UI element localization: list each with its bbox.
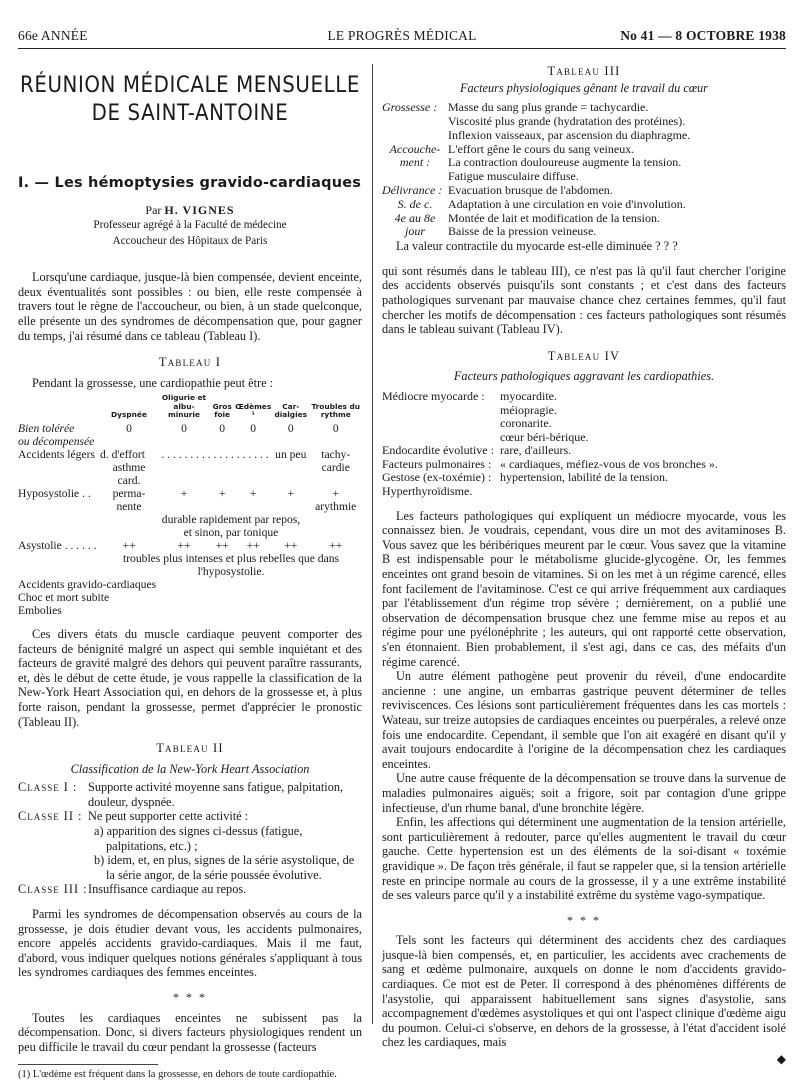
paragraph: Une autre cause fréquente de la décompensation se trouve dans la survenue de maladies pulmonaires aiguës; soit a frigore, soit par contagion d'une grippe infectieuse, d'un rhume banal, d'une bronchite légère.: [382, 771, 786, 815]
table-1-header: Œdèmes ¹: [235, 401, 272, 419]
table-3-value: Viscosité plus grande (hydratation des protéines).: [448, 113, 686, 128]
table-4-value: coronarite.: [500, 416, 552, 431]
table-3-key: 4e au 8e: [394, 210, 436, 225]
table-1-cell: +: [218, 486, 226, 500]
running-header: [18, 28, 786, 48]
table-1-cell: 0: [287, 421, 294, 435]
table-3-value: Montée de lait et modification de la tension.: [448, 210, 660, 225]
section-break-asterisks: * * *: [173, 990, 207, 1005]
table-1-cell: card.: [117, 473, 141, 487]
table-1-cell: 0: [181, 421, 187, 435]
table-1-cell: ++: [284, 538, 298, 552]
class-description: Ne peut supporter cette activité :: [88, 809, 249, 824]
table-1-cell: ++: [329, 538, 343, 552]
footnote: (1) L'œdème est fréquent dans la grossesse, en dehors de toute cardiopathie.: [18, 1069, 337, 1081]
table-1-extra: Accidents gravido-cardiaques: [18, 577, 157, 591]
table-1-row-label: Accidents légers: [18, 447, 95, 461]
table-4-value: [500, 485, 786, 499]
table-3-value: L'effort gêne le cours du sang veineux.: [448, 141, 635, 156]
table-1-header-row: [18, 394, 362, 422]
column-divider: [372, 64, 373, 1024]
end-diamond-icon: ◆: [776, 1052, 786, 1067]
table-3-last-line: La valeur contractile du myocarde est-elle diminuée ? ? ?: [396, 239, 678, 254]
table-4-key: Gestose (ex-toxémie) :: [382, 470, 492, 485]
table-3-value: Inflexion vaisseaux, par ascension du diaphragme.: [448, 127, 691, 142]
class-subitem: b) idem, et, en plus, signes de la série asystolique, de la série angor, de la série poussée évolutive.: [94, 853, 355, 882]
table-3-value: Baisse de la pression veineuse.: [448, 224, 597, 239]
table-3-key: Délivrance :: [382, 182, 443, 197]
table-1-header: Dyspnée: [111, 409, 147, 419]
table-1-header: Oligurie et albu-minurie: [161, 393, 207, 419]
table-1-extra: Choc et mort subite: [18, 590, 110, 604]
class-description: Insuffisance cardiaque au repos.: [88, 882, 247, 897]
table-4-value: rare, d'ailleurs.: [500, 443, 572, 458]
paragraph: Un autre élément pathogène peut provenir du réveil, d'une endocardite ancienne : une angine, un embarras gastrique peuvent déterminer de telles reviviscences. Ces lésions sont particulièrement fréquentes dans les cas mortels : Wateau, sur treize autopsies de cardiaques enceintes ou puerpérales, a relevé onze fois une endocardite. Cependant, il semble que l'on ait exagéré en disant qu'il y avait toujours endocardite à l'origine de la décompensation chez les cardiaques enceintes.: [382, 669, 786, 771]
table-3-title: Tableau III: [547, 64, 621, 78]
table-1-row: [18, 513, 362, 526]
table-4-title: Tableau IV: [547, 348, 621, 363]
table-1-intro: Pendant la grossesse, une cardiopathie peut être :: [32, 375, 274, 390]
page-title: [18, 72, 362, 128]
table-1-row-label: Bien tolérée: [18, 421, 75, 435]
table-1-row: [18, 435, 362, 448]
table-1-cell: cardie: [321, 460, 350, 474]
table-1-cell: +: [249, 486, 257, 500]
footnote-rule: [18, 1064, 158, 1065]
author-prefix: Par: [145, 202, 162, 217]
table-1-header: Troubles du rythme: [311, 401, 361, 419]
author-affiliation-2: Accoucheur des Hôpitaux de Paris: [112, 234, 268, 247]
author-affiliation-1: Professeur agrégé à la Faculté de médecine: [93, 219, 287, 232]
table-1-row: [18, 552, 362, 565]
table-4-value: myocardite.: [500, 388, 557, 403]
table-1-header: Gros foie: [212, 401, 232, 419]
header-journal-name: LE PROGRÈS MÉDICAL: [327, 28, 477, 43]
author-name: H. VIGNES: [164, 202, 235, 217]
class-subitem: a) apparition des signes ci-dessus (fatigue, palpitations, etc.) ;: [94, 824, 303, 853]
section-break-asterisks: * * *: [567, 912, 601, 927]
table-1-cell: un peu: [275, 447, 307, 461]
table-1-row-label: Asystolie . . . . . .: [18, 538, 97, 552]
table-4-key: Médiocre myocarde :: [382, 388, 485, 403]
table-4-value: méiopragie.: [500, 402, 557, 417]
table-1-cell: +: [287, 486, 295, 500]
table-1-cell: 0: [332, 421, 339, 435]
class-label: Classe III :: [18, 882, 88, 897]
table-3-key: ment :: [399, 155, 431, 170]
title-line-1: RÉUNION MÉDICALE MENSUELLE: [20, 73, 360, 98]
table-1-title: Tableau I: [158, 355, 222, 370]
table-1-cell: +: [332, 486, 339, 500]
table-3-key: jour: [404, 224, 425, 239]
table-1-row: [18, 461, 362, 474]
table-1-row: [18, 448, 362, 461]
table-3-value: La contraction douloureuse augmente la tension.: [448, 155, 682, 170]
table-1-cell: ++: [122, 538, 136, 552]
header-rule: [18, 48, 786, 49]
table-1-note: troubles plus intenses et plus rebelles que dans: [122, 551, 340, 565]
table-1-note: durable rapidement par repos,: [161, 512, 301, 526]
table-1-cell: ++: [177, 538, 191, 552]
table-4-key: Endocardite évolutive :: [382, 443, 494, 458]
table-1-cell: tachy-: [321, 447, 351, 461]
table-1-cell: 0: [219, 421, 226, 435]
paragraph: Enfin, les affections qui déterminent une augmentation de la tension artérielle, sont particulièrement à redouter, parce qu'elles augmentent le travail du cœur gauche. Cette hypertension est un des éléments de la soi-disant « toxémie gravidique ». De façon très générale, il faut se rappeler que, si la tension artérielle reste en principe normale au cours de la grossesse, il y a une extrême instabilité de ses valeurs parce qu'il y a instabilité extrême du système vago-sympatique.: [382, 815, 786, 903]
table-4-value: « cardiaques, méfiez-vous de vos bronches ».: [500, 456, 718, 471]
table-1-cell: perma-: [112, 486, 146, 500]
paragraph: Tels sont les facteurs qui déterminent des accidents chez des cardiaques jusque-là bien compensés, et, en particulier, les accidents avec crachements de sang et œdème pulmonaire, auxquels on donne le nom d'accidents gravido-cardiaques. Ce mot est de Peter. Il correspond à des phénomènes différents de l'asystolie, qui apparaissent habituellement sans signes d'asystolie, sans accompagnement d'œdèmes asystoliques et qui ont l'aspect clinique d'œdème aigu du poumon. Celui-ci s'observe, en dehors de la grossesse, à l'état d'accident isolé chez les cardiaques, mais: [382, 933, 786, 1050]
left-column: [18, 64, 362, 1082]
table-1-row: [18, 526, 362, 539]
table-1-row: [18, 487, 362, 500]
table-3-value: Evacuation brusque de l'abdomen.: [448, 182, 613, 197]
paragraph: Parmi les syndromes de décompensation observés au cours de la grossesse, je dois étudier devant vous, les accidents pulmonaires, encore appelés accidents gravido-cardiaques. Mais il me faut, d'abord, vous indiquer quelques notions générales s'appliquant à tous les syndromes cardiaques des femmes enceintes.: [18, 907, 362, 980]
paragraph: Lorsqu'une cardiaque, jusque-là bien compensée, devient enceinte, deux éventualités sont possibles : ou bien, elle reste compensée à travers tout le règne de l'accoucheur, ou bien, à un stade quelconque, elle présente un des syndromes de décompensation que, pour gagner du temps, j'ai résumé dans ce tableau (Tableau I).: [18, 270, 362, 343]
table-2: [18, 780, 362, 897]
table-1-row-label: ou décompensée: [18, 434, 95, 448]
paragraph: qui sont résumés dans le tableau III), ce n'est pas là qu'il faut chercher l'origine des accidents observés puisqu'ils sont constants ; et c'est dans des facteurs pathologiques survenant par mauvaise chance chez certaines femmes, qu'il faut chercher les motifs de décompensation : ces facteurs pathologiques sont résumés dans le tableau suivant (Tableau IV).: [382, 263, 786, 337]
paragraph: Les facteurs pathologiques qui expliquent un médiocre myocarde, vous les connaissez bien. Je voudrais, cependant, vous dire un mot des avitaminoses B. Vous savez que les béribériques meurent par le cœur. Vous savez que la vitamine B est indispensable pour le métabolisme glucide-glycogène. Or, les femmes enceintes ont grand besoin de vitamines. Si on les met à un régime carencé, elles font facilement de l'avitaminose. C'est ce qui arrive fréquemment aux cardiaques par l'établissement d'un régime trop sévère ; dernièrement, on a publié une observation de décompensation brusque chez une femme mise au repos et au régime pour une pyélonéphrite ; les auteurs, qui ont rapporté cette observation, s'en étonnaient. Bien probablement, il s'est agi, dans ce cas, des méfaits d'un régime carencé.: [382, 508, 786, 669]
class-label: Classe II :: [18, 809, 83, 824]
table-1-cell: arythmie: [315, 499, 357, 513]
table-1-row-label: Hyposystolie . .: [18, 486, 91, 500]
table-3-key: S. de c.: [397, 196, 433, 211]
right-column: [382, 64, 786, 1067]
paragraph: Ces divers états du muscle cardiaque peuvent comporter des facteurs de bénignité malgré un aspect qui semble inquiétant et des facteurs de gravité malgré des dehors qui peuvent paraître rassurants, et, dès le début de cette étude, je vous rappelle la classification de la New-York Heart Association qui, en dehors de la grossesse et, à plus forte raison, pendant la grossesse, permet d'apprécier le pronostic (Tableau II).: [18, 626, 362, 729]
table-3: [382, 101, 786, 239]
table-3-key: Grossesse :: [382, 100, 438, 115]
table-2-title: Tableau II: [156, 741, 224, 756]
table-1-cell: d. d'effort: [100, 447, 146, 461]
table-4-value: cœur béri-bérique.: [500, 429, 589, 444]
header-volume: 66e ANNÉE: [18, 28, 88, 43]
table-4: [382, 390, 786, 499]
table-1-row: [18, 500, 362, 513]
title-line-2: DE SAINT-ANTOINE: [91, 101, 289, 126]
table-1-cell: 0: [126, 421, 132, 435]
table-4-key: Facteurs pulmonaires :: [382, 456, 492, 471]
table-1-cell: +: [180, 486, 188, 500]
table-1-cell: 0: [250, 421, 257, 435]
table-3-subtitle: Facteurs physiologiques gênant le travail du cœur: [460, 80, 708, 95]
table-1-cell: nente: [116, 499, 142, 513]
table-1-note: l'hyposystolie.: [197, 564, 265, 578]
table-2-subtitle: Classification de la New-York Heart Association: [70, 761, 310, 776]
class-label: Classe I :: [18, 780, 78, 795]
table-3-key: Accouche-: [389, 141, 441, 156]
table-1: [18, 394, 362, 578]
paragraph: Toutes les cardiaques enceintes ne subissent pas la décompensation. Donc, si divers facteurs physiologiques rendent un peu difficile le travail du cœur pendant la grossesse (facteurs: [18, 1010, 362, 1054]
table-1-extra: Embolies: [18, 603, 62, 617]
table-1-row: [18, 474, 362, 487]
table-1-note: et sinon, par tonique: [183, 525, 279, 539]
table-1-row: [18, 565, 362, 578]
table-1-cell: asthme: [112, 460, 146, 474]
class-description: Supporte activité moyenne sans fatigue, palpitation, douleur, dyspnée.: [88, 780, 344, 809]
table-1-header: Car-dialgies: [274, 401, 308, 419]
table-1-cell: ++: [215, 538, 229, 552]
table-1-row: [18, 422, 362, 435]
table-1-cell: . . . . . . . . . . . . . . . . . . .: [161, 447, 269, 461]
section-title: I. — Les hémoptysies gravido-cardiaques: [18, 175, 362, 191]
table-1-cell: ++: [246, 538, 260, 552]
table-3-value: Masse du sang plus grande = tachycardie.: [448, 100, 649, 115]
author-line: [18, 203, 362, 218]
table-4-subtitle: Facteurs pathologiques aggravant les cardiopathies.: [453, 369, 715, 384]
header-issue-date: No 41 — 8 OCTOBRE 1938: [620, 28, 786, 43]
table-3-value: Fatigue musculaire diffuse.: [448, 169, 579, 184]
table-3-value: Adaptation à une circulation en voie d'involution.: [448, 196, 686, 211]
table-1-row: [18, 539, 362, 552]
table-4-value: hypertension, labilité de la tension.: [500, 470, 668, 485]
table-4-key: Hyperthyroïdisme.: [382, 484, 473, 499]
